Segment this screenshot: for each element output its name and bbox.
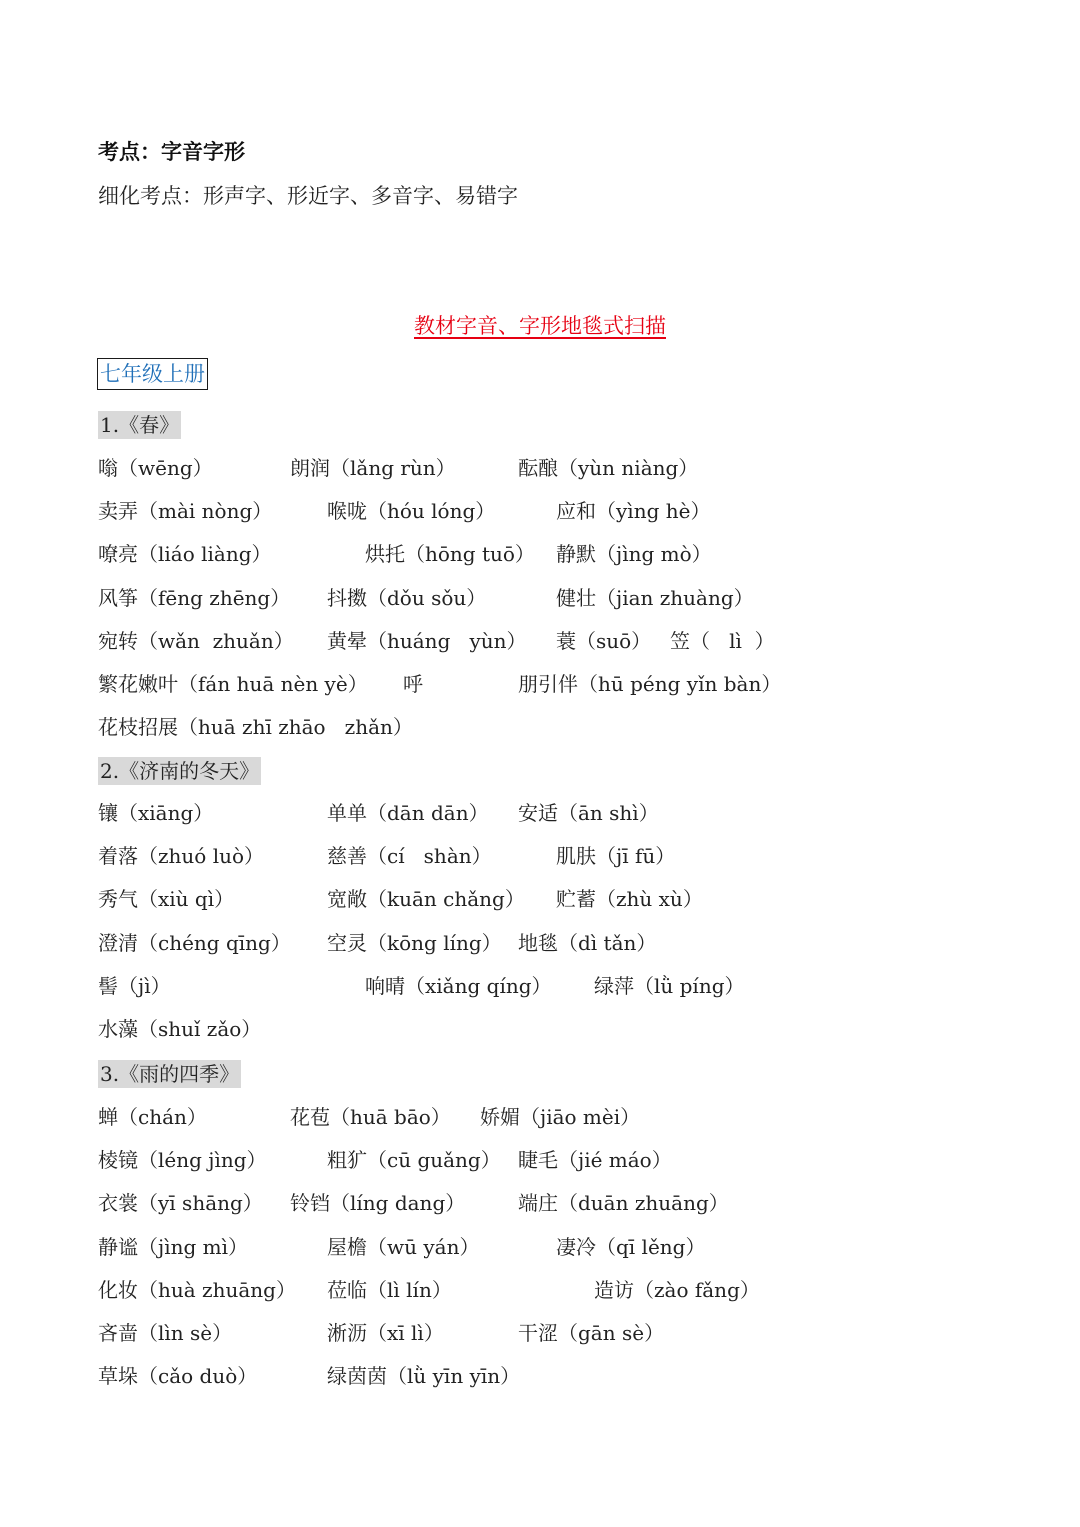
- vocab-entry: 嗡（wēng）: [98, 456, 213, 480]
- vocab-entry: 风筝（fēng zhēng）: [98, 585, 291, 610]
- vocab-entry: 衣裳（yī shāng）: [98, 1191, 263, 1216]
- vocab-entry: 繁花嫩叶（fán huā nèn yè）: [98, 672, 368, 696]
- vocab-entry: 肌肤（jī fū）: [556, 844, 676, 869]
- vocab-entry: 秀气（xiù qì）: [98, 887, 235, 912]
- vocab-entry: 朗润（lǎng rùn）: [290, 456, 456, 480]
- section-title: 3.《雨的四季》: [100, 1062, 240, 1086]
- section-title: 1.《春》: [100, 413, 180, 437]
- vocab-entry: 慈善（cí shàn）: [327, 844, 492, 869]
- vocab-entry: 莅临（lì lín）: [327, 1277, 452, 1302]
- vocab-entry: 镶（xiāng）: [98, 801, 214, 825]
- exam-point-title: 考点：字音字形: [98, 139, 245, 164]
- vocab-entry: 安适（ān shì）: [518, 801, 659, 825]
- vocab-entry: 喉咙（hóu lóng）: [327, 499, 496, 524]
- vocab-entry: 凄冷（qī lěng）: [556, 1234, 706, 1259]
- vocab-entry: 造访（zào fǎng）: [594, 1277, 760, 1302]
- vocab-entry: 绿茵茵（lǜ yīn yīn）: [327, 1364, 521, 1389]
- vocab-entry: 呼: [403, 672, 423, 696]
- vocab-entry: 铃铛（líng dang）: [290, 1191, 466, 1216]
- vocab-entry: 蓑（suō）: [556, 628, 652, 653]
- vocab-entry: 黄晕（huáng yùn）: [327, 628, 527, 653]
- vocab-entry: 朋引伴（hū péng yǐn bàn）: [518, 672, 782, 696]
- vocab-entry: 屋檐（wū yán）: [327, 1234, 480, 1259]
- vocab-entry: 蝉（chán）: [98, 1105, 207, 1129]
- vocab-entry: 烘托（hōng tuō）: [365, 542, 535, 567]
- vocab-entry: 粗犷（cū guǎng）: [327, 1148, 501, 1173]
- vocab-entry: 笠（ lì ）: [670, 628, 775, 653]
- vocab-entry: 髻（jì）: [98, 973, 171, 998]
- vocab-entry: 卖弄（mài nòng）: [98, 499, 273, 524]
- vocab-entry: 澄清（chéng qīng）: [98, 930, 291, 955]
- vocab-entry: 着落（zhuó luò）: [98, 844, 265, 869]
- vocab-entry: 棱镜（léng jìng）: [98, 1148, 267, 1173]
- vocab-entry: 花苞（huā bāo）: [290, 1105, 451, 1129]
- vocab-entry: 化妆（huà zhuāng）: [98, 1277, 296, 1302]
- vocab-entry: 嘹亮（liáo liàng）: [98, 542, 272, 567]
- vocab-entry: 静默（jìng mò）: [556, 542, 712, 567]
- vocab-entry: 应和（yìng hè）: [556, 499, 711, 524]
- vocab-entry: 绿萍（lǜ píng）: [594, 973, 745, 998]
- vocab-entry: 水藻（shuǐ zǎo）: [98, 1017, 262, 1041]
- vocab-entry: 端庄（duān zhuāng）: [518, 1191, 729, 1216]
- vocab-entry: 静谧（jìng mì）: [98, 1234, 248, 1259]
- vocab-entry: 响晴（xiǎng qíng）: [365, 973, 552, 998]
- vocab-entry: 健壮（jian zhuàng）: [556, 585, 754, 610]
- vocab-entry: 地毯（dì tǎn）: [518, 930, 657, 955]
- vocab-entry: 花枝招展（huā zhī zhāo zhǎn）: [98, 715, 413, 740]
- vocab-entry: 抖擞（dǒu sǒu）: [327, 585, 487, 610]
- vocab-entry: 草垛（cǎo duò）: [98, 1364, 258, 1389]
- vocab-entry: 吝啬（lìn sè）: [98, 1321, 233, 1345]
- vocab-entry: 宛转（wǎn zhuǎn）: [98, 628, 294, 653]
- vocab-entry: 睫毛（jié máo）: [518, 1148, 672, 1173]
- exam-sub-points: 细化考点：形声字、形近字、多音字、易错字: [98, 184, 518, 208]
- vocab-entry: 娇媚（jiāo mèi）: [480, 1105, 641, 1129]
- vocab-entry: 酝酿（yùn niàng）: [518, 456, 699, 480]
- vocab-entry: 空灵（kōng líng）: [327, 930, 502, 955]
- vocab-entry: 贮蓄（zhù xù）: [556, 887, 703, 912]
- vocab-entry: 单单（dān dān）: [327, 801, 489, 825]
- vocab-entry: 宽敞（kuān chǎng）: [327, 887, 525, 912]
- banner-title: 教材字音、字形地毯式扫描: [414, 314, 666, 338]
- vocab-entry: 干涩（gān sè）: [518, 1321, 665, 1345]
- grade-label: 七年级上册: [97, 358, 208, 390]
- vocab-entry: 淅沥（xī lì）: [327, 1321, 444, 1345]
- section-title: 2.《济南的冬天》: [100, 759, 260, 783]
